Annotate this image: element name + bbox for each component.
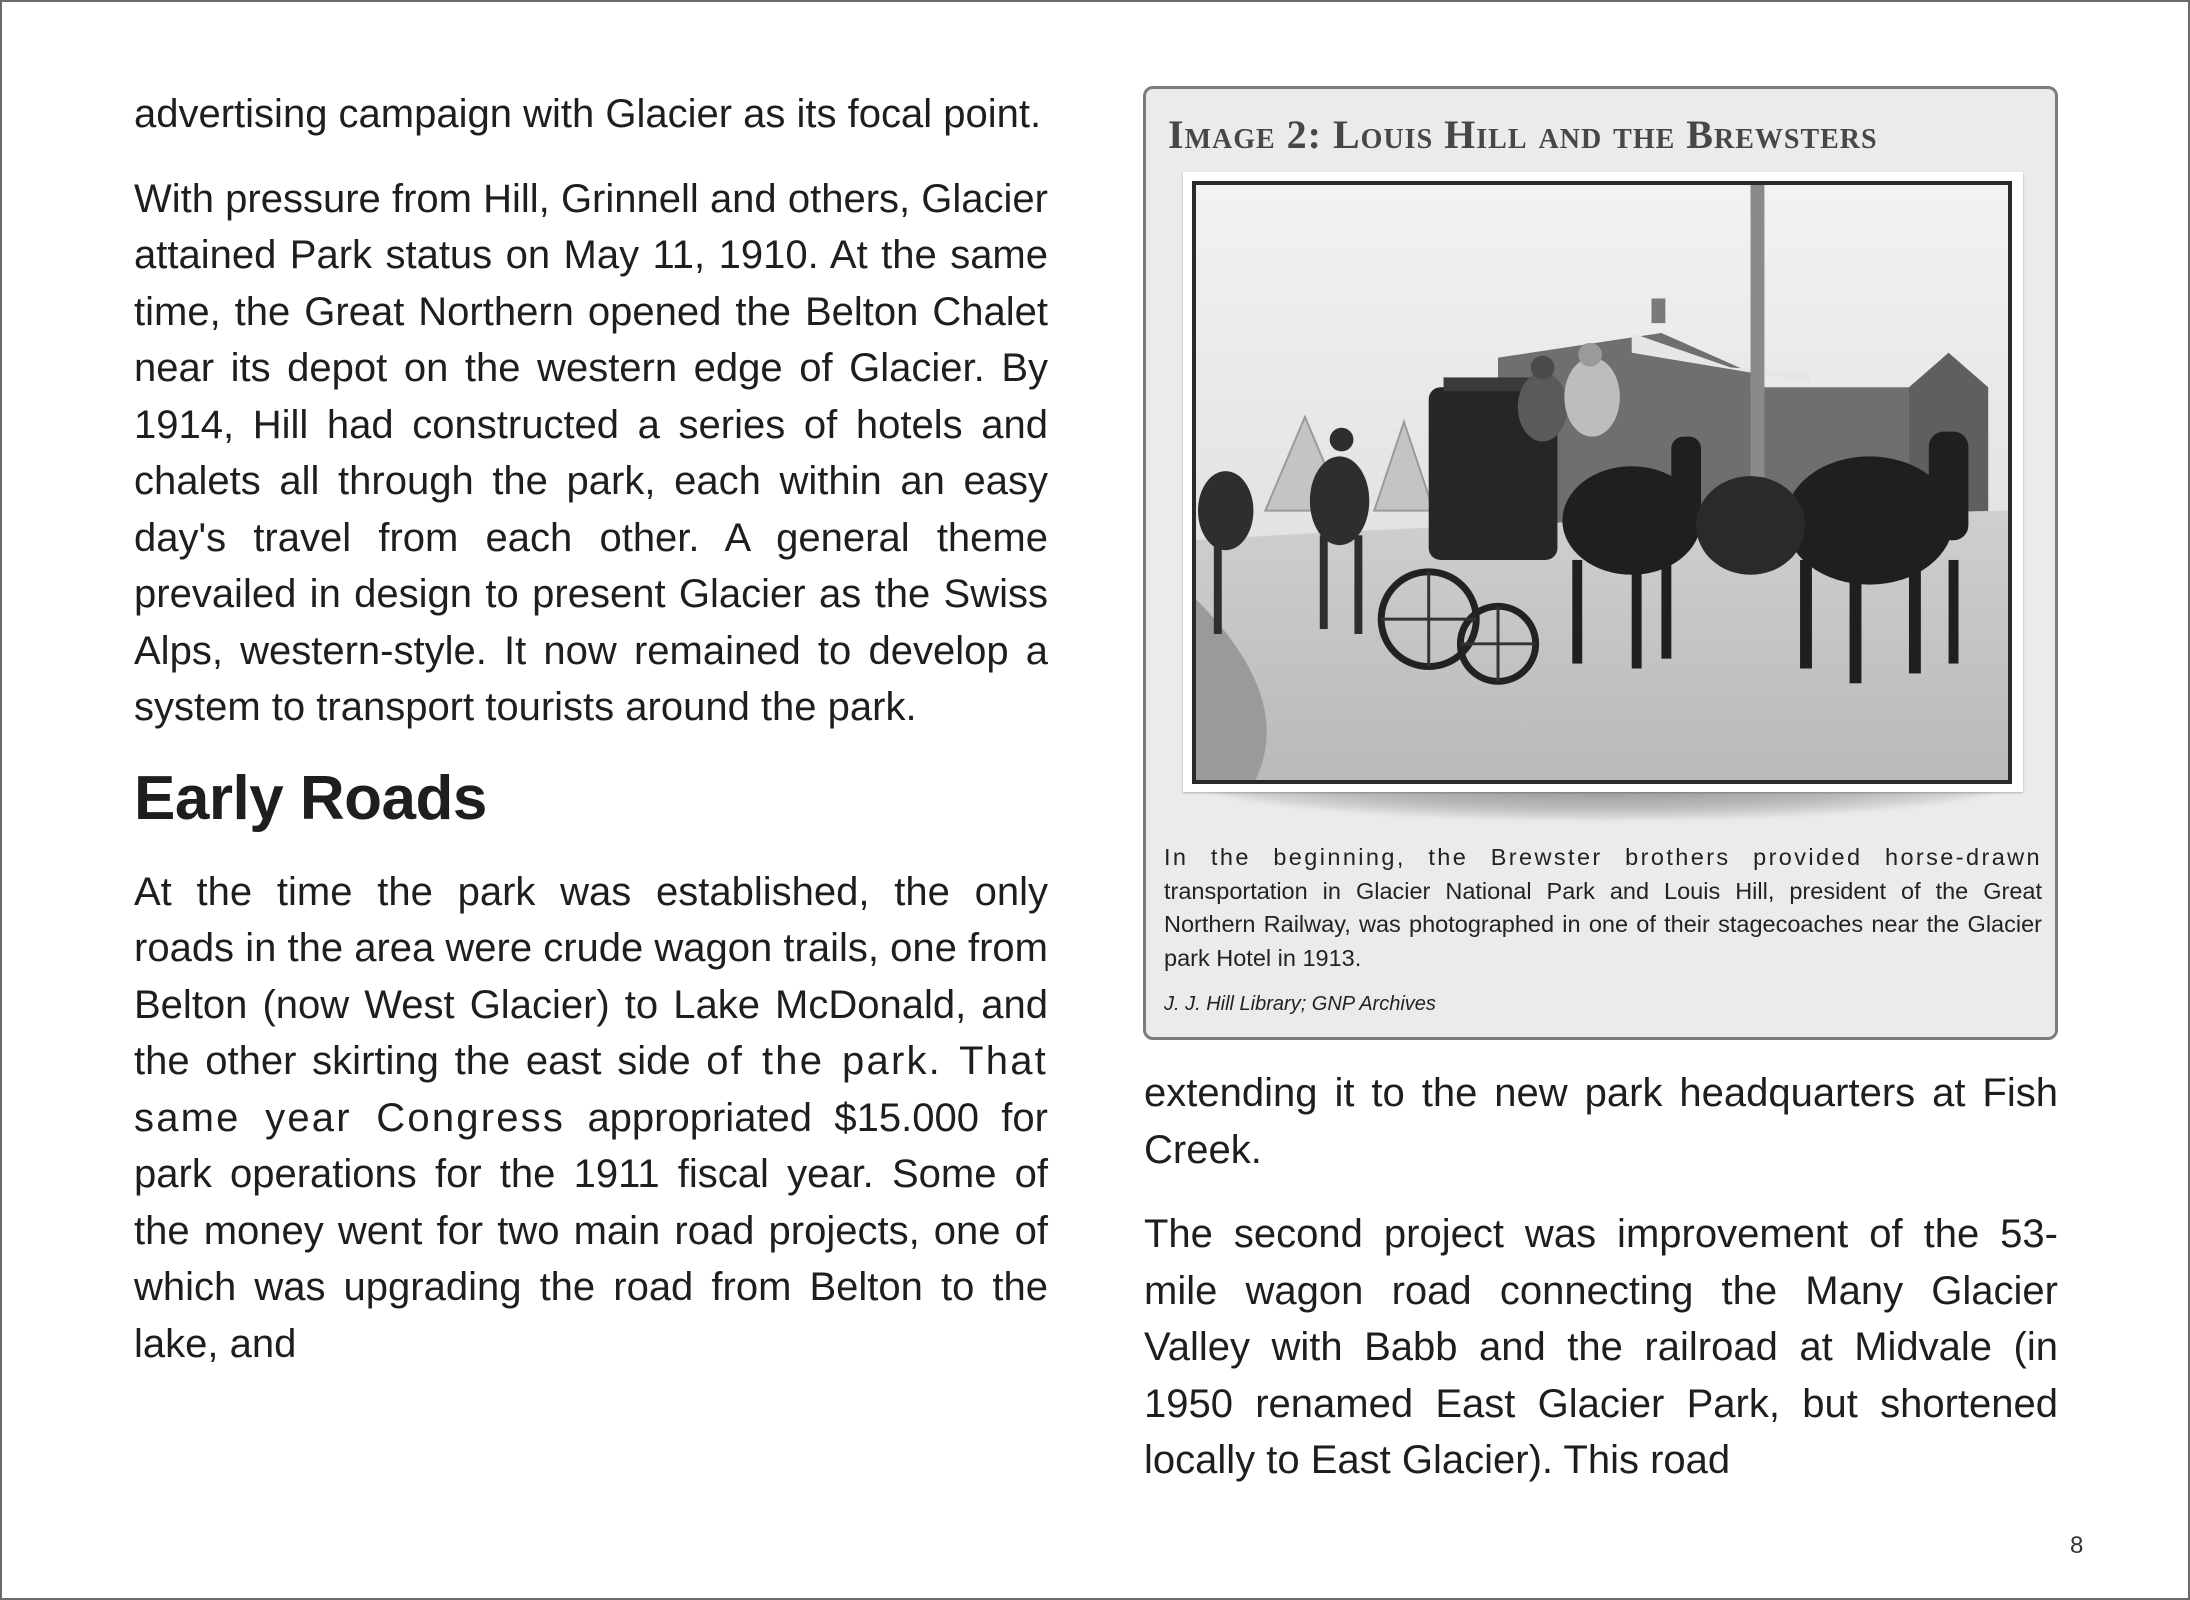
body-text: of the park. That same year Congress	[134, 1039, 1048, 1140]
body-paragraph: extending it to the new park headquarters at Fish Creek.	[1144, 1071, 2058, 1172]
body-paragraph	[134, 864, 1048, 1373]
caption-first-line: In the beginning, the Brewster brothers provided horse-drawn	[1164, 844, 2042, 870]
body-text: appropriated $15.000 for park operations for the 1911 fiscal year. Some of the money went for two main road projects, one of which was upgrading the road from Belton to the lake, and	[134, 1095, 1048, 1366]
body-paragraph: The second project was improvement of the 53-mile wagon road connecting the Many Glacier Valley with Babb and the railroad at Midvale (in 1950 renamed East Glacier Park, but shortened locally to East Glacier). This road	[1144, 1212, 2058, 1482]
photo-frame	[1183, 172, 2023, 792]
figure-box	[1143, 86, 2058, 1040]
figure-credit: J. J. Hill Library; GNP Archives	[1164, 993, 1436, 1015]
body-paragraph: advertising campaign with Glacier as its focal point.	[134, 92, 1042, 136]
historic-photo	[1192, 181, 2012, 784]
telegraph-pole	[1751, 185, 1765, 511]
section-heading: Early Roads	[134, 763, 487, 833]
figure-title: Image 2: Louis Hill and the Brewsters	[1168, 112, 1878, 157]
stagecoach-photo-illustration	[1196, 185, 2008, 780]
figure-caption	[1164, 841, 2042, 975]
body-paragraph: With pressure from Hill, Grinnell and others, Glacier attained Park status on May 11, 1910. At the same time, the Great Northern opened the Belton Chalet near its depot on the western edge of Glacier. By 1914, Hill had constructed a series of hotels and chalets all through the park, each within an easy day's travel from each other. A general theme prevailed in design to present Glacier as the Swiss Alps, western-style. It now remained to develop a system to transport tourists around the park.	[134, 176, 1048, 729]
caption-text: transportation in Glacier National Park and Louis Hill, president of the Great Northern Railway, was photographed in one of their stagecoaches near the Glacier park Hotel in 1913.	[1164, 877, 2042, 971]
right-column	[1144, 1065, 2058, 1517]
body-text: At the time the park was established, the only roads in the area were crude wagon trails, one from Belton (now West Glacier) to Lake McDonald, and the other skirting the east side	[134, 869, 1048, 1083]
left-column	[134, 86, 1048, 1372]
page-number: 8	[2070, 1532, 2084, 1559]
